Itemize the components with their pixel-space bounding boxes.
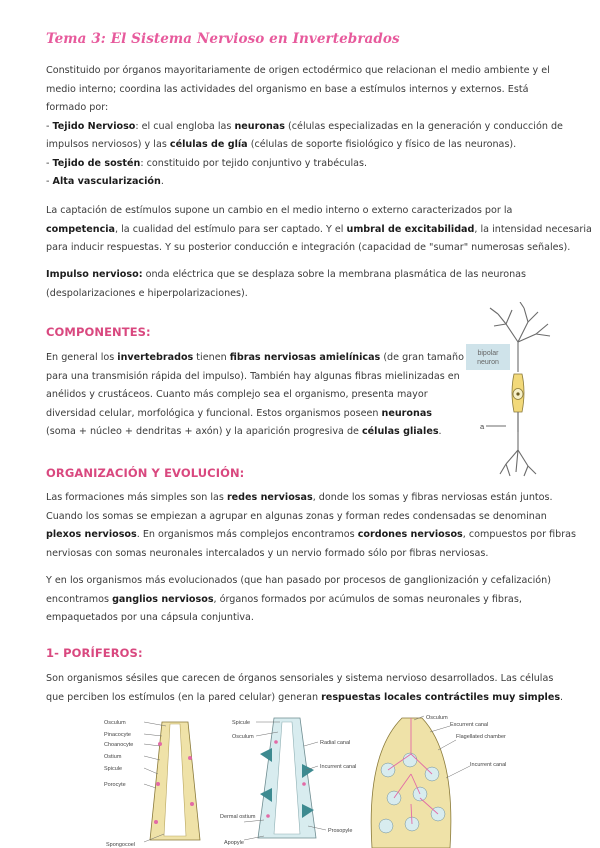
bold-term: neuronas xyxy=(234,120,285,132)
label-box xyxy=(466,344,510,370)
impulso-paragraph xyxy=(46,266,556,303)
fig-label: Porocyte xyxy=(104,782,126,788)
text-line xyxy=(46,221,592,240)
text: : constituido por tejido conjuntivo y trabéculas. xyxy=(140,157,368,169)
text: , órganos formados por acúmulos de somas neuronales y fibras, xyxy=(213,593,522,605)
neuron-label: neuron xyxy=(477,359,499,366)
fig-label: Osculum xyxy=(232,734,254,740)
text: onda eléctrica que se desplaza sobre la membrana plasmática de las neuronas xyxy=(142,269,527,280)
text: (células de soporte fisiológico y físico de las neuronas). xyxy=(247,139,517,150)
text-line xyxy=(46,526,577,545)
figure-label-a: a xyxy=(480,422,485,431)
text: , compuestos por fibras xyxy=(462,529,577,540)
bipolar-neuron-figure xyxy=(466,302,576,478)
text: (células especializadas en la generación y conducción de xyxy=(284,120,563,132)
text: (de gran tamaño xyxy=(380,352,464,363)
text: diversidad celular, morfológica y funcional. Estos organismos poseen xyxy=(46,407,382,419)
fig-label: Radial canal xyxy=(320,740,351,746)
text-line: para una transmisión rápida del impulso). También hay algunas fibras mielinizadas en xyxy=(46,370,460,382)
bold-term: células de glía xyxy=(169,139,248,150)
organizacion-paragraph-2 xyxy=(46,572,556,628)
componentes-paragraph xyxy=(46,349,470,442)
text-line xyxy=(46,266,556,285)
fig-label: Osculum xyxy=(104,720,126,726)
text: . En organismos más complejos encontramos xyxy=(136,529,358,540)
bold-term: Tejido Nervioso xyxy=(52,120,136,132)
fig-label: Incurrent canal xyxy=(320,764,357,770)
text-line xyxy=(46,689,564,708)
fig-label: Osculum xyxy=(426,715,448,721)
fig-label: Flagellated chamber xyxy=(456,734,506,740)
bold-term: Alta vascularización xyxy=(52,176,161,187)
text-line: La captación de estímulos supone un cambio en el medio interno o externo caracterizados por la xyxy=(46,205,513,216)
bold-term: plexos nerviosos xyxy=(46,529,137,540)
fig-label: Spicule xyxy=(232,720,251,726)
text-line: Son organismos sésiles que carecen de órganos sensoriales y sistema nervioso desarrollados. Las células xyxy=(46,673,554,684)
fig-label: Apopyle xyxy=(224,840,244,846)
text: que perciben los estímulos (en la pared celular) generan xyxy=(46,691,322,703)
bold-term: fibras nerviosas amielínicas xyxy=(229,352,381,363)
text: : el cual engloba las xyxy=(135,120,235,132)
intro-line: formado por: xyxy=(46,102,109,113)
text-line: (despolarizaciones e hiperpolarizaciones). xyxy=(46,287,248,299)
intro-line: Constituido por órganos mayoritariamente de origen ectodérmico que relacionan el medio ambiente y el xyxy=(46,65,550,76)
bold-term: neuronas xyxy=(381,407,433,419)
text: impulsos nerviosos) y las xyxy=(46,139,170,150)
fig-label: Dermal ostium xyxy=(220,814,256,820)
text: Las formaciones más simples son las xyxy=(46,492,227,503)
text-line: para inducir respuestas. Y su posterior conducción e integración (capacidad de "sumar" numerosas señales). xyxy=(46,242,571,253)
text: , donde los somas y fibras nerviosas están juntos. xyxy=(312,492,553,503)
text-line xyxy=(46,349,470,368)
text: encontramos xyxy=(46,593,113,605)
nucleolus xyxy=(516,392,519,395)
syconoid-sponge-diagram xyxy=(220,718,356,846)
text-line xyxy=(46,489,556,508)
fig-label: Pinacocyte xyxy=(104,732,131,738)
bullet-dash: - xyxy=(46,157,53,169)
text: En general los xyxy=(46,352,118,363)
bullet-dash: - xyxy=(46,120,53,132)
bold-term: ganglios nerviosos xyxy=(112,593,214,605)
text: . xyxy=(160,176,164,187)
organizacion-paragraph-1 xyxy=(46,489,577,563)
page-title: Tema 3: El Sistema Nervioso en Invertebrados xyxy=(46,31,400,47)
bullet-vascularizacion xyxy=(46,173,556,192)
fig-label: Incurrent canal xyxy=(470,762,507,768)
leuconoid-sponge-diagram xyxy=(371,715,506,848)
bold-term: redes nerviosas xyxy=(226,492,313,503)
poriferos-paragraph xyxy=(46,670,564,707)
bold-term: invertebrados xyxy=(117,352,194,363)
bold-term: umbral de excitabilidad xyxy=(346,223,475,235)
fig-label: Choanocyte xyxy=(104,742,134,748)
bold-term: células gliales xyxy=(361,426,439,437)
text: (soma + núcleo + dendritas + axón) y la aparición progresiva de xyxy=(46,426,362,437)
bold-term: respuestas locales contráctiles muy simples xyxy=(321,691,561,703)
text-line: Y en los organismos más evolucionados (que han pasado por procesos de ganglionización y cefalización) xyxy=(46,575,551,586)
intro-line: medio interno; coordina las actividades del organismo en base a estímulos internos y externos. Está xyxy=(46,83,529,95)
text-line: nerviosas con somas neuronales intercalados y un nervio formado sólo por fibras nerviosas. xyxy=(46,547,489,559)
heading-organizacion: ORGANIZACIÓN Y EVOLUCIÓN: xyxy=(46,466,245,480)
bold-term: Impulso nervioso: xyxy=(46,269,143,280)
fig-label: Excurrent canal xyxy=(450,722,489,728)
text-line: empaquetados por una cápsula conjuntiva. xyxy=(46,612,254,623)
neuron-label: bipolar xyxy=(477,350,499,357)
text-line xyxy=(46,591,556,610)
bullet-tejido-sosten xyxy=(46,155,556,174)
bold-term: cordones nerviosos xyxy=(357,529,463,540)
heading-componentes: COMPONENTES: xyxy=(46,325,151,339)
text: . xyxy=(438,426,442,437)
bullet-dash: - xyxy=(46,176,53,187)
fig-label: Spongocoel xyxy=(106,842,136,848)
bullet-tejido-nervioso xyxy=(46,118,563,137)
bold-term: Tejido de sostén xyxy=(52,157,141,169)
fig-label: Prosopyle xyxy=(328,828,353,834)
bold-term: competencia xyxy=(46,223,116,235)
heading-poriferos: 1- PORÍFEROS: xyxy=(46,646,143,660)
sponge-body-plans-figure xyxy=(104,714,532,848)
intro-paragraph xyxy=(46,62,563,192)
bullet-tejido-nervioso-cont xyxy=(46,136,556,155)
captacion-paragraph xyxy=(46,202,592,258)
text: tienen xyxy=(193,352,230,363)
fig-label: Ostium xyxy=(104,754,122,760)
text: , la cualidad del estímulo para ser captado. Y el xyxy=(115,223,347,235)
asconoid-sponge-diagram xyxy=(104,720,200,848)
text-line: anélidos y crustáceos. Cuanto más complejo sea el organismo, presenta mayor xyxy=(46,389,428,400)
text-line xyxy=(46,423,470,442)
fig-label: Spicule xyxy=(104,766,123,772)
text-line: Cuando los somas se empiezan a agrupar en algunas zonas y forman redes condensadas se denominan xyxy=(46,510,547,522)
text: . xyxy=(560,691,564,703)
text: , la intensidad necesaria xyxy=(474,223,592,235)
text-line xyxy=(46,405,470,424)
